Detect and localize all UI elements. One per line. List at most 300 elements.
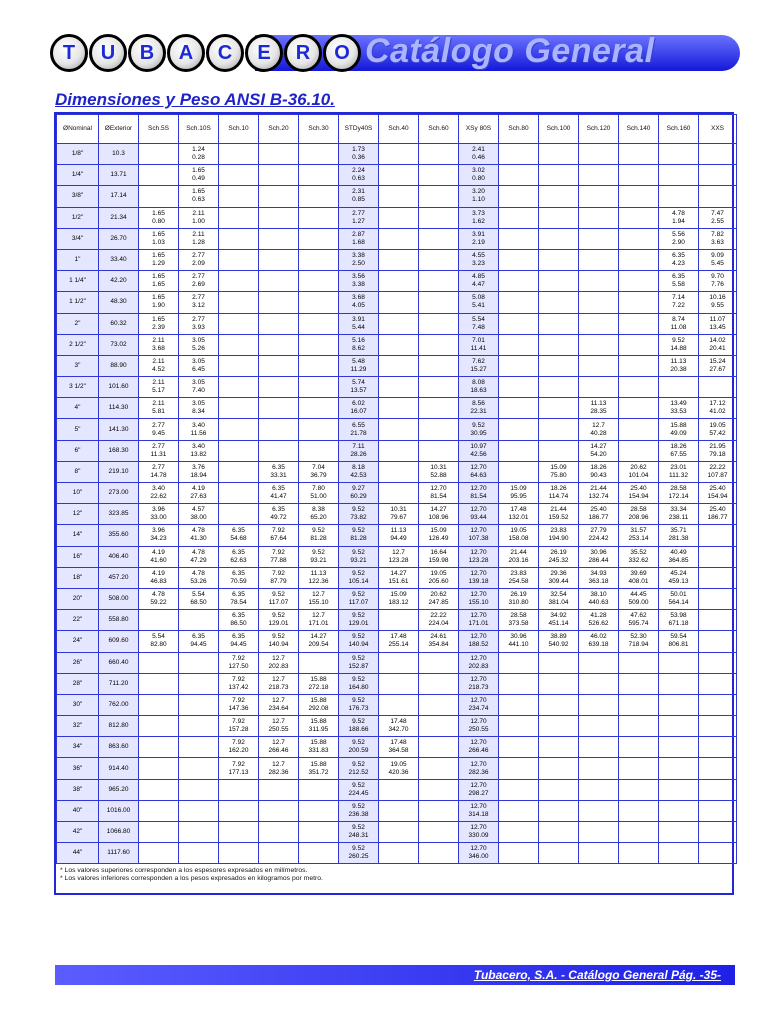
table-cell bbox=[659, 652, 699, 673]
cell-value: 79.67 bbox=[390, 514, 407, 522]
table-row bbox=[57, 249, 737, 270]
table-row bbox=[57, 207, 737, 228]
table-cell bbox=[499, 779, 539, 800]
table-cell bbox=[339, 504, 379, 525]
table-cell bbox=[259, 546, 299, 567]
cell-value: 19.05 bbox=[390, 760, 407, 768]
table-cell bbox=[459, 843, 499, 864]
table-cell bbox=[259, 800, 299, 821]
cell-value: 33.31 bbox=[270, 471, 287, 479]
table-row bbox=[57, 271, 737, 292]
cell-value: 41.30 bbox=[190, 535, 207, 543]
cell-value: 364.85 bbox=[668, 556, 689, 564]
table-cell bbox=[619, 504, 659, 525]
table-cell bbox=[379, 673, 419, 694]
table-cell bbox=[219, 673, 259, 694]
table-cell bbox=[139, 249, 179, 270]
table-cell bbox=[699, 779, 737, 800]
cell-value: 38.89 bbox=[550, 633, 567, 641]
table-cell bbox=[459, 567, 499, 588]
table-row bbox=[57, 186, 737, 207]
cell-value: 12.70 bbox=[470, 548, 487, 556]
cell-value: 9.52 bbox=[352, 527, 365, 535]
cell-value: 12.70 bbox=[470, 781, 487, 789]
table-cell bbox=[539, 758, 579, 779]
cell-value: 238.11 bbox=[668, 514, 689, 522]
table-cell bbox=[379, 249, 419, 270]
cell-value: 354.84 bbox=[428, 641, 449, 649]
column-header-line: STD bbox=[344, 125, 358, 132]
table-cell bbox=[699, 610, 737, 631]
cell-value: 7.47 bbox=[711, 209, 724, 217]
table-cell bbox=[419, 483, 459, 504]
table-cell bbox=[659, 588, 699, 609]
table-cell bbox=[259, 461, 299, 482]
cell-value: 6.35 bbox=[232, 527, 245, 535]
cell-value: 1.73 bbox=[352, 146, 365, 154]
cell-value: 86.50 bbox=[230, 620, 247, 628]
cell-value: 1.24 bbox=[192, 146, 205, 154]
table-notes bbox=[56, 864, 732, 886]
table-row bbox=[57, 716, 737, 737]
cell-value: 11.08 bbox=[670, 323, 687, 331]
table-cell bbox=[259, 186, 299, 207]
cell-value: 12.70 bbox=[470, 506, 487, 514]
cell-value: 11.41 bbox=[470, 344, 487, 352]
cell-value: 129.01 bbox=[268, 620, 289, 628]
table-cell bbox=[219, 800, 259, 821]
table-row bbox=[57, 292, 737, 313]
column-header-line: Sch. bbox=[626, 125, 640, 132]
table-cell bbox=[579, 716, 619, 737]
cell-value: 123.28 bbox=[388, 556, 409, 564]
cell-value: 25.40 bbox=[709, 506, 726, 514]
column-header-line: y bbox=[357, 125, 361, 132]
column-header-line: y 80S bbox=[474, 125, 492, 132]
cell-value: 18.94 bbox=[190, 471, 207, 479]
cell-value: 381.04 bbox=[548, 599, 569, 607]
table-row bbox=[57, 800, 737, 821]
cell-value: 107.38 bbox=[468, 535, 489, 543]
cell-value: 11.13 bbox=[390, 527, 407, 535]
table-cell bbox=[699, 694, 737, 715]
cell-value: 3.38 bbox=[352, 281, 365, 289]
cell-value: 42.56 bbox=[470, 450, 487, 458]
cell-value: 22.62 bbox=[150, 493, 167, 501]
table-cell bbox=[619, 377, 659, 398]
cell-value: 286.44 bbox=[588, 556, 609, 564]
cell-value: 10.16 bbox=[709, 294, 726, 302]
cell-value: 3.23 bbox=[472, 260, 485, 268]
cell-value: 7.82 bbox=[711, 230, 724, 238]
cell-value: 41.28 bbox=[590, 612, 607, 620]
table-cell bbox=[539, 546, 579, 567]
table-cell bbox=[499, 525, 539, 546]
table-row bbox=[57, 334, 737, 355]
cell-value: 21.44 bbox=[510, 548, 527, 556]
table-cell bbox=[139, 652, 179, 673]
cell-value: 5.44 bbox=[352, 323, 365, 331]
table-cell bbox=[419, 504, 459, 525]
table-cell bbox=[499, 355, 539, 376]
cell-value: 0.80 bbox=[152, 217, 165, 225]
cell-value: 3.40 bbox=[152, 485, 165, 493]
table-cell: 17.14 bbox=[99, 186, 139, 207]
cell-value: 27.63 bbox=[190, 493, 207, 501]
table-cell bbox=[459, 800, 499, 821]
cell-value: 363.18 bbox=[588, 577, 609, 585]
cell-value: 5.56 bbox=[672, 230, 685, 238]
table-cell bbox=[419, 737, 459, 758]
table-cell bbox=[579, 419, 619, 440]
cell-value: 127.50 bbox=[228, 662, 249, 670]
table-cell bbox=[419, 461, 459, 482]
table-cell bbox=[259, 567, 299, 588]
cell-value: 12.70 bbox=[470, 696, 487, 704]
table-cell bbox=[499, 546, 539, 567]
table-cell bbox=[459, 716, 499, 737]
table-row bbox=[57, 822, 737, 843]
cell-value: 87.79 bbox=[270, 577, 287, 585]
table-cell bbox=[699, 313, 737, 334]
cell-value: 30.96 bbox=[590, 548, 607, 556]
table-cell bbox=[139, 483, 179, 504]
cell-value: 373.58 bbox=[508, 620, 529, 628]
column-header bbox=[659, 115, 699, 144]
table-row bbox=[57, 419, 737, 440]
column-header bbox=[699, 115, 737, 144]
table-cell bbox=[259, 694, 299, 715]
table-cell bbox=[139, 546, 179, 567]
cell-value: 12.70 bbox=[470, 485, 487, 493]
table-cell bbox=[339, 292, 379, 313]
table-cell bbox=[179, 800, 219, 821]
table-row bbox=[57, 779, 737, 800]
cell-value: 6.02 bbox=[352, 400, 365, 408]
table-cell bbox=[339, 588, 379, 609]
cell-value: 266.46 bbox=[268, 747, 289, 755]
cell-value: 6.35 bbox=[232, 612, 245, 620]
cell-value: 2.77 bbox=[192, 294, 205, 302]
table-cell bbox=[419, 398, 459, 419]
table-cell bbox=[299, 800, 339, 821]
cell-value: 12.70 bbox=[470, 802, 487, 810]
table-cell bbox=[219, 228, 259, 249]
table-cell: 355.60 bbox=[99, 525, 139, 546]
table-cell bbox=[179, 504, 219, 525]
cell-value: 5.74 bbox=[352, 379, 365, 387]
cell-value: 19.05 bbox=[430, 569, 447, 577]
cell-value: 171.01 bbox=[308, 620, 329, 628]
cell-value: 22.22 bbox=[709, 463, 726, 471]
cell-value: 3.05 bbox=[192, 379, 205, 387]
table-cell: 38" bbox=[57, 779, 99, 800]
table-cell: 406.40 bbox=[99, 546, 139, 567]
cell-value: 245.32 bbox=[548, 556, 569, 564]
table-cell bbox=[619, 694, 659, 715]
cell-value: 4.55 bbox=[472, 252, 485, 260]
cell-value: 351.72 bbox=[308, 768, 329, 776]
table-cell bbox=[419, 716, 459, 737]
cell-value: 12.70 bbox=[430, 485, 447, 493]
cell-value: 114.74 bbox=[548, 493, 569, 501]
cell-value: 155.10 bbox=[308, 599, 329, 607]
table-cell bbox=[139, 800, 179, 821]
table-header-row bbox=[57, 115, 737, 144]
table-cell bbox=[499, 483, 539, 504]
cell-value: 65.20 bbox=[310, 514, 327, 522]
table-cell bbox=[619, 271, 659, 292]
cell-value: 14.27 bbox=[590, 442, 607, 450]
cell-value: 11.56 bbox=[190, 429, 207, 437]
table-cell bbox=[699, 546, 737, 567]
table-cell bbox=[459, 144, 499, 165]
dimensions-table bbox=[56, 114, 737, 864]
table-cell bbox=[499, 504, 539, 525]
cell-value: 314.18 bbox=[468, 810, 489, 818]
cell-value: 30.95 bbox=[470, 429, 487, 437]
cell-value: 1.65 bbox=[192, 188, 205, 196]
cell-value: 7.48 bbox=[472, 323, 485, 331]
cell-value: 132.01 bbox=[508, 514, 529, 522]
cell-value: 13.82 bbox=[190, 450, 207, 458]
cell-value: 162.20 bbox=[228, 747, 249, 755]
table-cell bbox=[459, 207, 499, 228]
cell-value: 9.45 bbox=[152, 429, 165, 437]
table-cell bbox=[539, 800, 579, 821]
table-cell bbox=[259, 398, 299, 419]
table-cell bbox=[459, 461, 499, 482]
cell-value: 3.68 bbox=[352, 294, 365, 302]
table-row bbox=[57, 398, 737, 419]
table-cell bbox=[259, 440, 299, 461]
cell-value: 11.31 bbox=[150, 450, 167, 458]
table-cell bbox=[139, 504, 179, 525]
table-cell: 323.85 bbox=[99, 504, 139, 525]
table-cell bbox=[659, 292, 699, 313]
cell-value: 451.14 bbox=[548, 620, 569, 628]
table-cell bbox=[299, 207, 339, 228]
cell-value: 718.94 bbox=[628, 641, 649, 649]
table-cell bbox=[579, 800, 619, 821]
cell-value: 188.66 bbox=[348, 726, 369, 734]
table-cell bbox=[379, 567, 419, 588]
table-cell bbox=[139, 461, 179, 482]
table-cell bbox=[139, 567, 179, 588]
cell-value: 34.23 bbox=[150, 535, 167, 543]
cell-value: 81.28 bbox=[350, 535, 367, 543]
table-row bbox=[57, 144, 737, 165]
page-footer bbox=[55, 965, 735, 985]
cell-value: 4.19 bbox=[152, 569, 165, 577]
cell-value: 49.09 bbox=[670, 429, 687, 437]
cell-value: 12.7 bbox=[312, 612, 325, 620]
table-cell bbox=[419, 355, 459, 376]
table-cell bbox=[579, 271, 619, 292]
cell-value: 52.88 bbox=[430, 471, 447, 479]
table-cell bbox=[579, 779, 619, 800]
table-cell bbox=[219, 419, 259, 440]
table-cell bbox=[539, 144, 579, 165]
cell-value: 4.19 bbox=[152, 548, 165, 556]
cell-value: 3.96 bbox=[152, 506, 165, 514]
cell-value: 7.62 bbox=[472, 357, 485, 365]
table-cell bbox=[259, 228, 299, 249]
column-header-line: Ø bbox=[104, 125, 110, 132]
cell-value: 23.83 bbox=[510, 569, 527, 577]
table-cell bbox=[579, 207, 619, 228]
table-cell bbox=[659, 377, 699, 398]
table-cell bbox=[259, 165, 299, 186]
table-cell bbox=[619, 758, 659, 779]
table-cell bbox=[619, 737, 659, 758]
dimensions-table-frame bbox=[54, 112, 734, 895]
table-cell: 34" bbox=[57, 737, 99, 758]
table-cell bbox=[419, 758, 459, 779]
cell-value: 4.85 bbox=[472, 273, 485, 281]
cell-value: 90.43 bbox=[590, 471, 607, 479]
cell-value: 3.05 bbox=[192, 357, 205, 365]
table-row bbox=[57, 377, 737, 398]
table-cell bbox=[699, 292, 737, 313]
column-header-line: 120 bbox=[599, 125, 611, 132]
table-cell bbox=[619, 440, 659, 461]
cell-value: 1.65 bbox=[152, 294, 165, 302]
cell-value: 205.60 bbox=[428, 577, 449, 585]
table-cell bbox=[459, 631, 499, 652]
table-cell bbox=[179, 610, 219, 631]
table-cell bbox=[339, 567, 379, 588]
table-cell bbox=[179, 822, 219, 843]
table-cell bbox=[299, 292, 339, 313]
cell-value: 7.11 bbox=[352, 442, 365, 450]
table-cell bbox=[659, 334, 699, 355]
table-cell bbox=[579, 483, 619, 504]
table-cell bbox=[219, 822, 259, 843]
table-cell bbox=[459, 186, 499, 207]
table-cell bbox=[539, 249, 579, 270]
table-cell bbox=[579, 377, 619, 398]
cell-value: 17.48 bbox=[390, 633, 407, 641]
cell-value: 4.78 bbox=[192, 569, 205, 577]
cell-value: 224.45 bbox=[348, 789, 369, 797]
table-cell bbox=[699, 186, 737, 207]
cell-value: 1.27 bbox=[352, 217, 365, 225]
cell-value: 9.52 bbox=[352, 654, 365, 662]
table-cell bbox=[539, 567, 579, 588]
cell-value: 154.94 bbox=[628, 493, 649, 501]
table-cell bbox=[219, 694, 259, 715]
table-cell bbox=[539, 228, 579, 249]
table-cell bbox=[579, 588, 619, 609]
cell-value: 5.26 bbox=[192, 344, 205, 352]
table-row bbox=[57, 440, 737, 461]
table-cell bbox=[659, 716, 699, 737]
cell-value: 6.35 bbox=[272, 485, 285, 493]
cell-value: 310.80 bbox=[508, 599, 529, 607]
table-cell bbox=[659, 843, 699, 864]
cell-value: 19.05 bbox=[709, 421, 726, 429]
table-cell: 24" bbox=[57, 631, 99, 652]
table-row bbox=[57, 461, 737, 482]
table-cell bbox=[419, 652, 459, 673]
table-cell bbox=[219, 334, 259, 355]
column-header bbox=[179, 115, 219, 144]
cell-value: 208.96 bbox=[628, 514, 649, 522]
table-cell bbox=[699, 716, 737, 737]
table-cell bbox=[219, 377, 259, 398]
table-cell: 14" bbox=[57, 525, 99, 546]
table-cell bbox=[579, 610, 619, 631]
table-cell bbox=[299, 652, 339, 673]
table-cell bbox=[339, 716, 379, 737]
table-cell bbox=[139, 313, 179, 334]
header-title: Catálogo General bbox=[365, 32, 655, 70]
table-cell bbox=[339, 758, 379, 779]
cell-value: 2.77 bbox=[192, 273, 205, 281]
table-cell bbox=[499, 758, 539, 779]
cell-value: 12.7 bbox=[272, 696, 285, 704]
cell-value: 2.50 bbox=[352, 260, 365, 268]
cell-value: 15.88 bbox=[310, 696, 327, 704]
logo-letter: O bbox=[323, 34, 361, 72]
cell-value: 671.18 bbox=[668, 620, 689, 628]
cell-value: 9.52 bbox=[352, 781, 365, 789]
cell-value: 2.87 bbox=[352, 230, 365, 238]
cell-value: 1.65 bbox=[152, 273, 165, 281]
cell-value: 16.07 bbox=[350, 408, 367, 416]
table-cell bbox=[459, 271, 499, 292]
table-cell bbox=[139, 758, 179, 779]
cell-value: 39.69 bbox=[630, 569, 647, 577]
cell-value: 12.70 bbox=[470, 824, 487, 832]
cell-value: 5.81 bbox=[152, 408, 165, 416]
cell-value: 12.7 bbox=[272, 739, 285, 747]
table-cell: 101.60 bbox=[99, 377, 139, 398]
table-cell bbox=[539, 334, 579, 355]
cell-value: 1.65 bbox=[152, 315, 165, 323]
table-cell: 3 1/2" bbox=[57, 377, 99, 398]
table-row bbox=[57, 567, 737, 588]
cell-value: 5.54 bbox=[472, 315, 485, 323]
table-cell bbox=[499, 652, 539, 673]
cell-value: 6.35 bbox=[232, 548, 245, 556]
table-cell: 36" bbox=[57, 758, 99, 779]
cell-value: 94.49 bbox=[390, 535, 407, 543]
cell-value: 28.26 bbox=[350, 450, 367, 458]
table-cell bbox=[699, 822, 737, 843]
cell-value: 9.09 bbox=[711, 252, 724, 260]
table-cell bbox=[259, 610, 299, 631]
table-cell: 28" bbox=[57, 673, 99, 694]
table-cell bbox=[299, 525, 339, 546]
cell-value: 17.48 bbox=[390, 718, 407, 726]
cell-value: 177.13 bbox=[228, 768, 249, 776]
table-cell bbox=[259, 504, 299, 525]
column-header-line: XS bbox=[465, 125, 475, 132]
table-cell bbox=[459, 440, 499, 461]
table-cell bbox=[179, 525, 219, 546]
cell-value: 7.40 bbox=[192, 387, 205, 395]
table-cell bbox=[379, 504, 419, 525]
table-cell bbox=[579, 567, 619, 588]
cell-value: 157.28 bbox=[228, 726, 249, 734]
table-cell bbox=[299, 673, 339, 694]
table-cell bbox=[379, 271, 419, 292]
cell-value: 13.57 bbox=[350, 387, 367, 395]
table-cell bbox=[459, 313, 499, 334]
cell-value: 292.08 bbox=[308, 704, 329, 712]
